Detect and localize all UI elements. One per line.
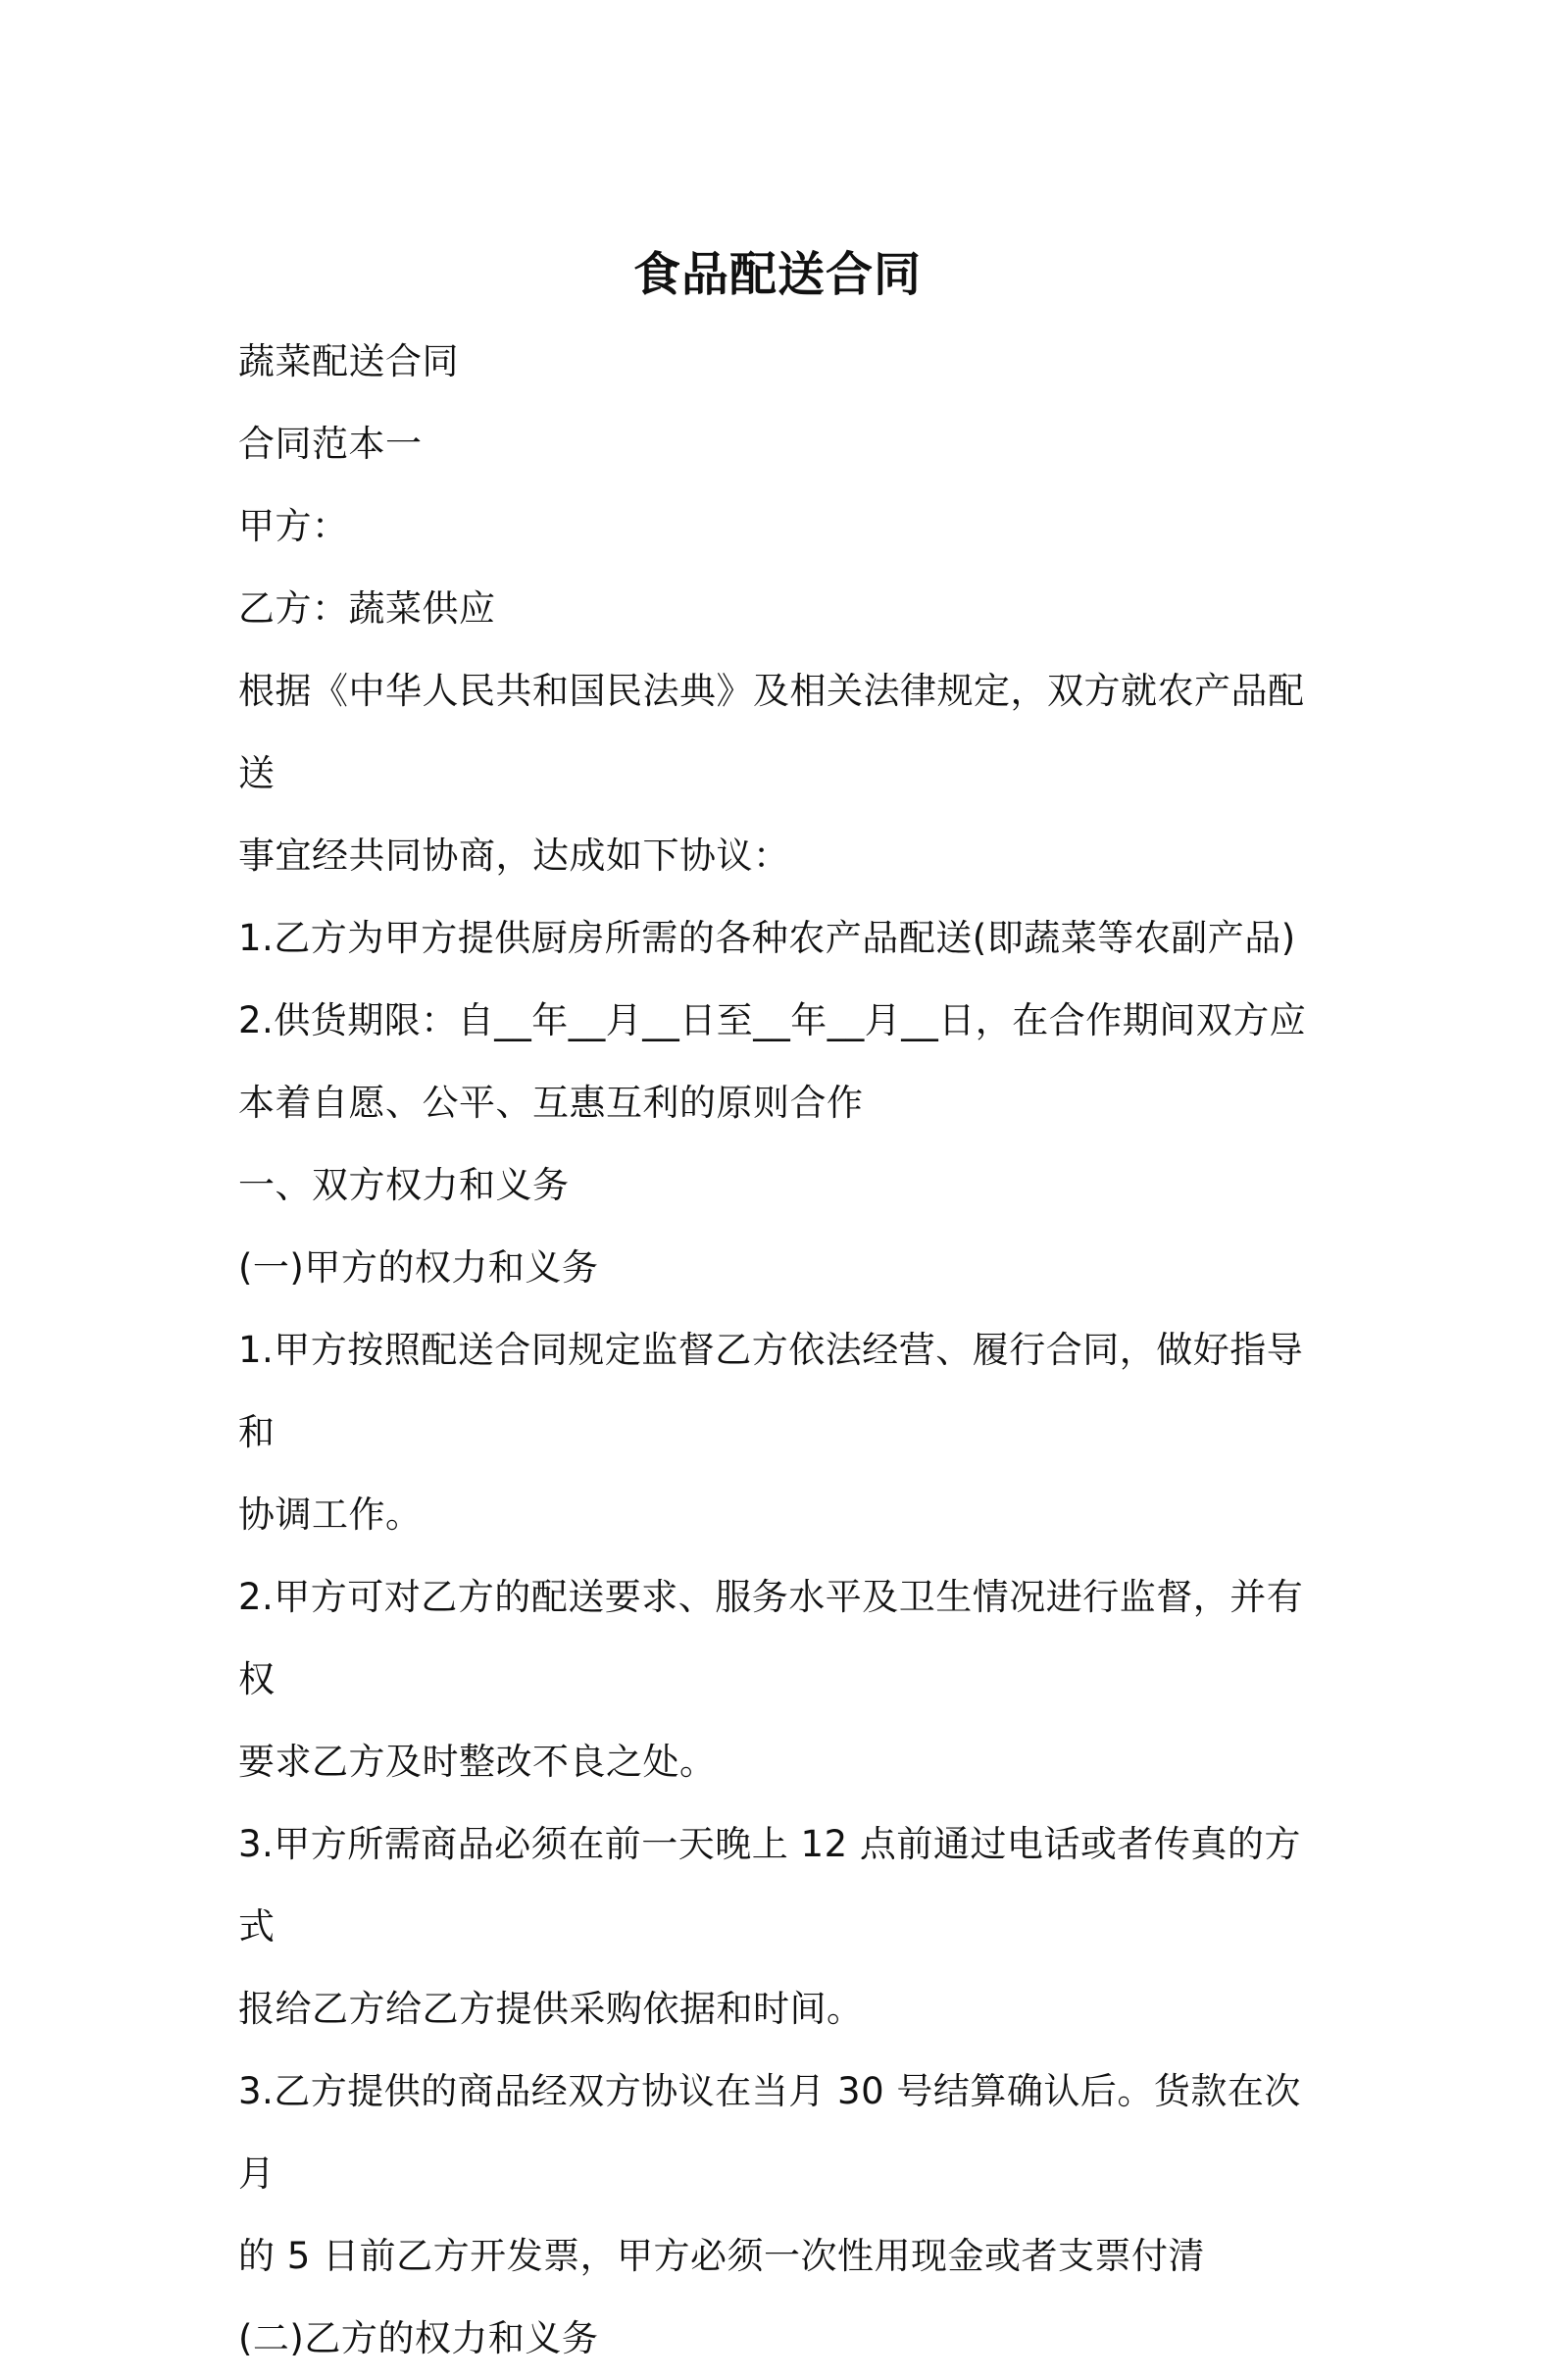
paragraph: 甲方： <box>238 505 349 547</box>
paragraph: 蔬菜配送合同 <box>238 340 459 382</box>
document-body <box>238 321 1336 2380</box>
paragraph: 2.甲方可对乙方的配送要求、服务水平及卫生情况进行监督，并有权 <box>238 1576 1304 1700</box>
paragraph: 要求乙方及时整改不良之处。 <box>238 1741 717 1783</box>
paragraph: 3.乙方提供的商品经双方协议在当月 30 号结算确认后。货款在次月 <box>238 2070 1301 2195</box>
paragraph: 1.甲方按照配送合同规定监督乙方依法经营、履行合同，做好指导和 <box>238 1329 1304 1453</box>
paragraph: (二)乙方的权力和义务 <box>238 2317 599 2359</box>
paragraph: 根据《中华人民共和国民法典》及相关法律规定，双方就农产品配送 <box>238 670 1305 794</box>
paragraph: 的 5 日前乙方开发票，甲方必须一次性用现金或者支票付清 <box>238 2235 1206 2277</box>
paragraph: 合同范本一 <box>238 423 423 465</box>
paragraph: 2.供货期限：自__年__月__日至__年__月__日，在合作期间双方应 <box>238 999 1307 1041</box>
paragraph: 事宜经共同协商，达成如下协议： <box>238 835 790 877</box>
paragraph: (一)甲方的权力和义务 <box>238 1246 599 1289</box>
paragraph: 乙方：蔬菜供应 <box>238 587 496 630</box>
paragraph: 本着自愿、公平、互惠互利的原则合作 <box>238 1082 864 1124</box>
paragraph: 3.甲方所需商品必须在前一天晚上 12 点前通过电话或者传真的方式 <box>238 1823 1301 1948</box>
paragraph: 1.乙方为甲方提供厨房所需的各种农产品配送(即蔬菜等农副产品) <box>238 917 1296 959</box>
document-title: 食品配送合同 <box>632 247 922 303</box>
paragraph: 协调工作。 <box>238 1494 423 1536</box>
paragraph: 一、双方权力和义务 <box>238 1164 570 1206</box>
paragraph: 报给乙方给乙方提供采购依据和时间。 <box>238 1988 864 2030</box>
